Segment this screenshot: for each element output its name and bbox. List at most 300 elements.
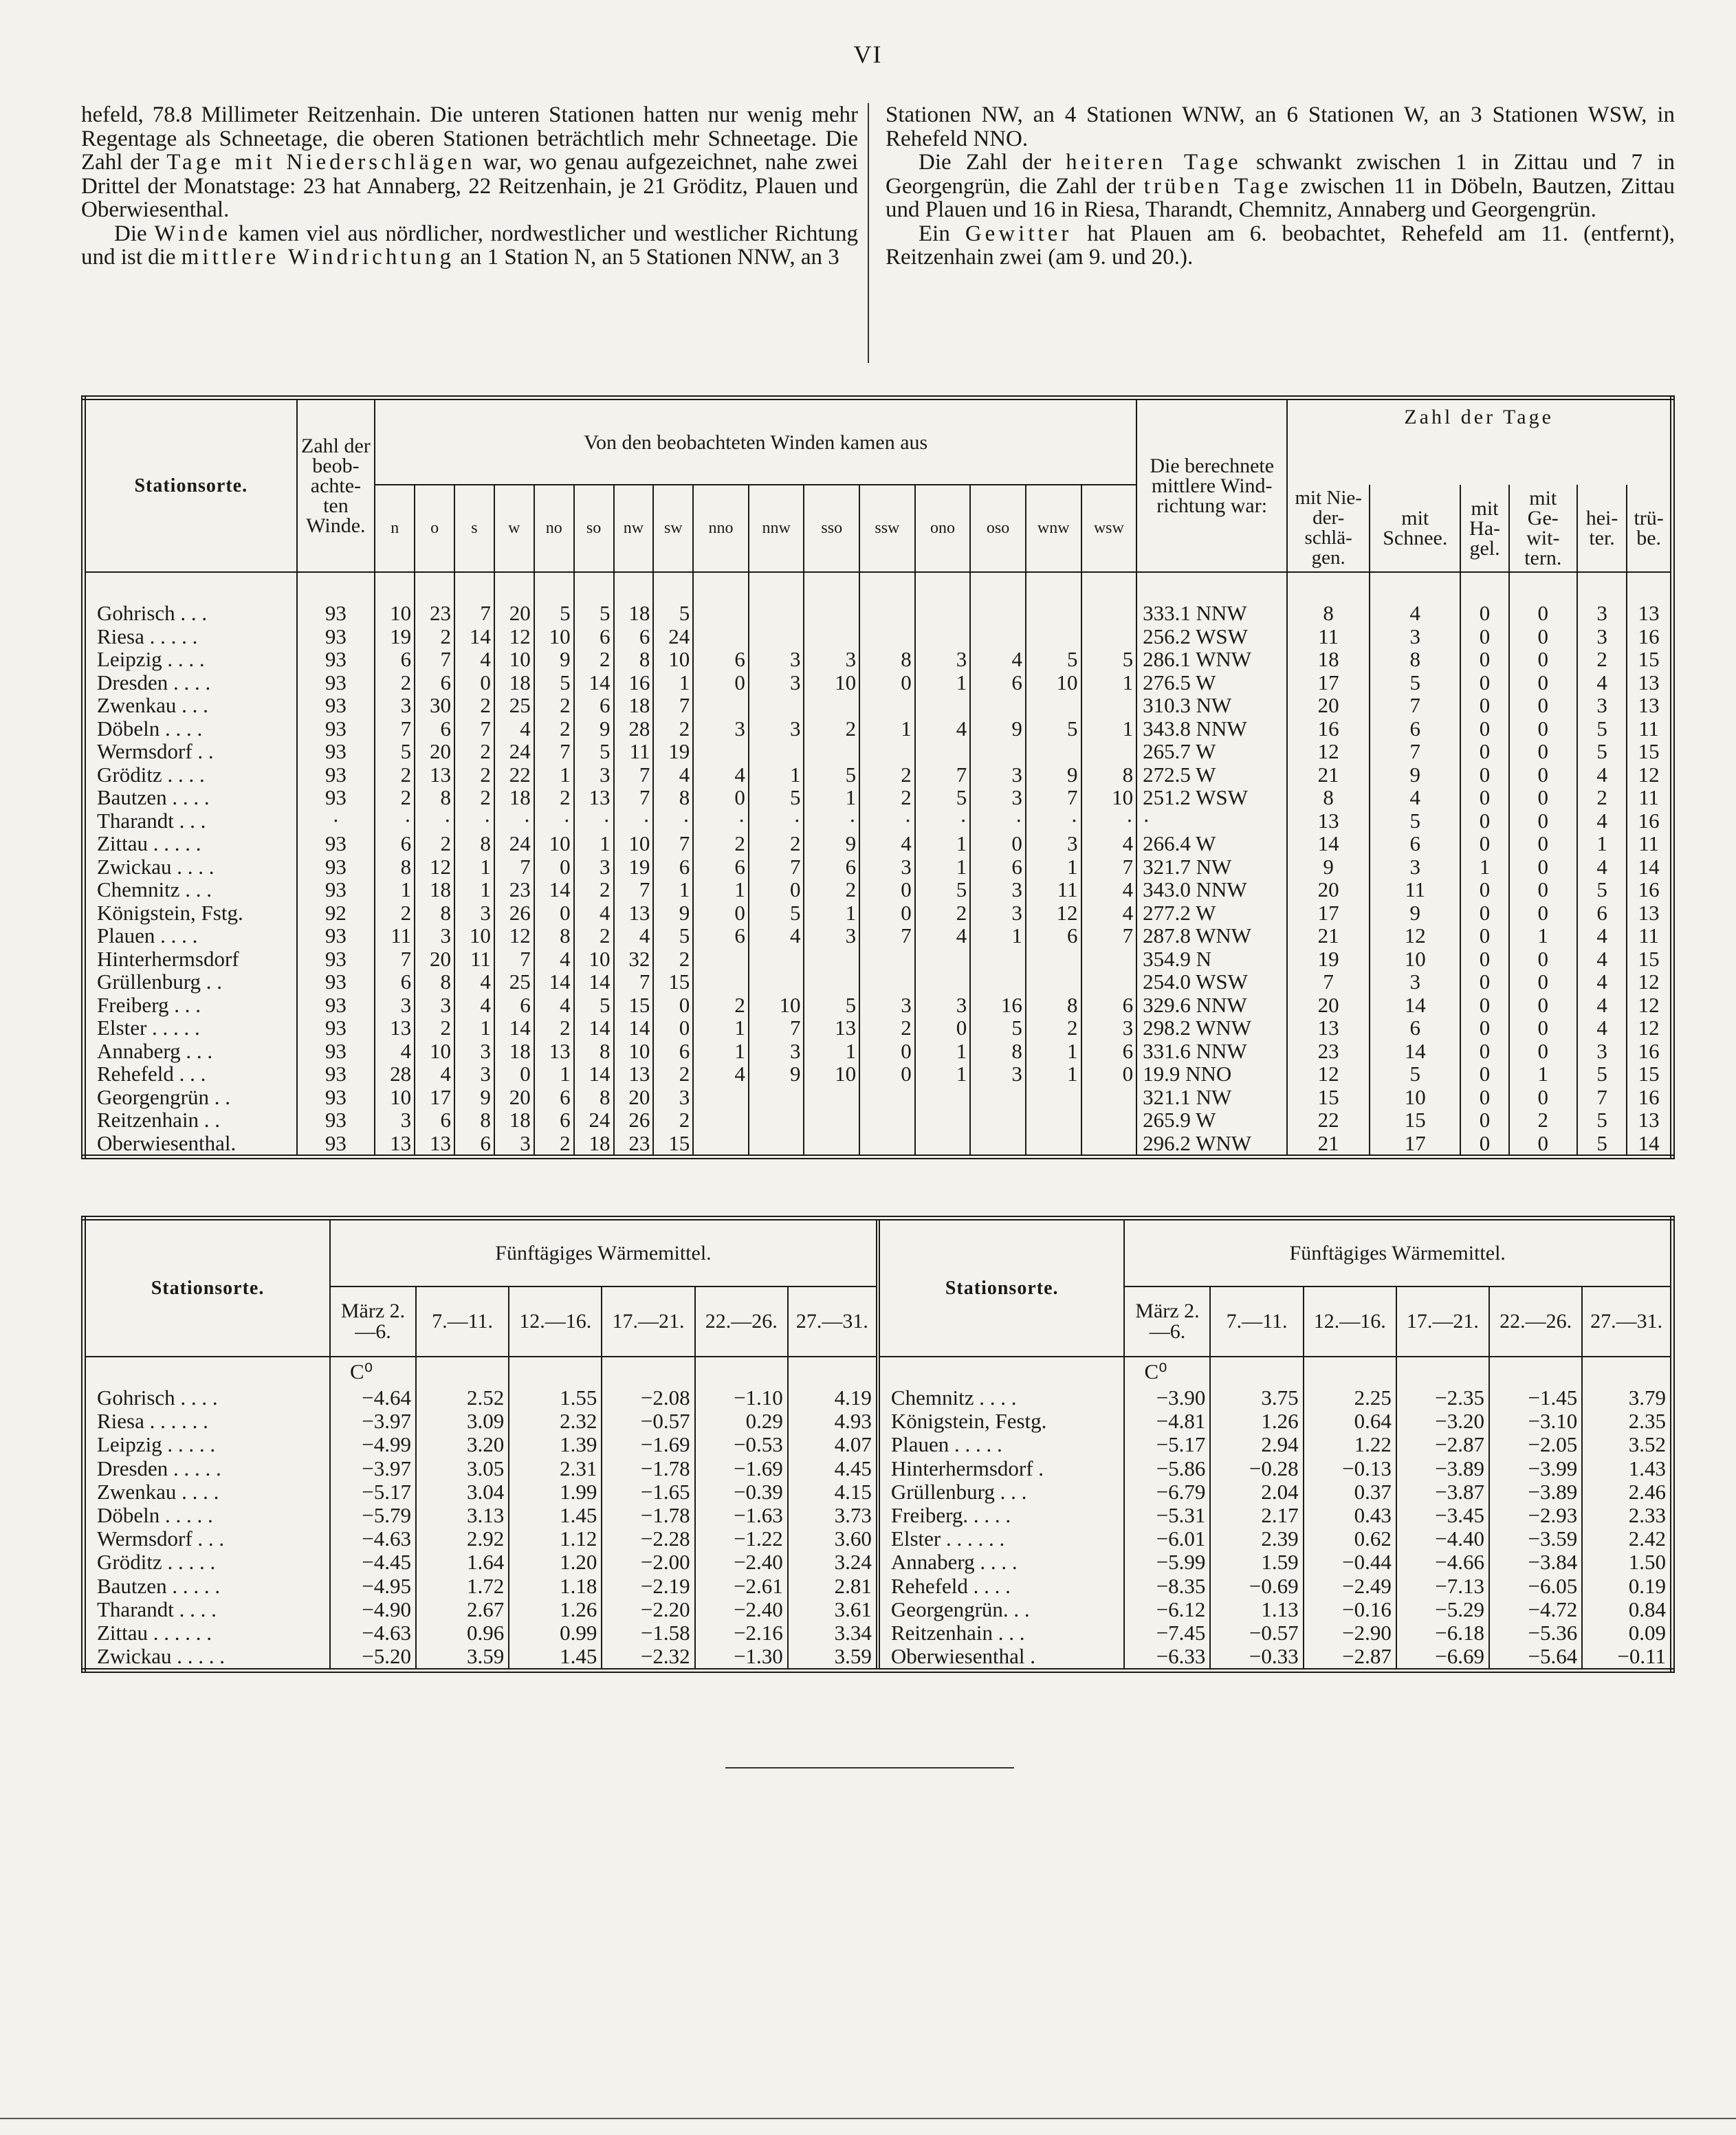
day-count: 7 <box>1370 740 1460 763</box>
day-count: 0 <box>1509 948 1577 971</box>
direction-count <box>970 1132 1026 1157</box>
temperature-value: −0.57 <box>1210 1621 1303 1645</box>
wind-count: · <box>297 809 375 833</box>
temperature-value: −6.18 <box>1396 1621 1489 1645</box>
spacer-cell <box>1627 572 1672 602</box>
mean-wind-direction: 286.1 WNW <box>1136 648 1287 671</box>
direction-count: 6 <box>614 625 654 648</box>
direction-count <box>915 740 971 763</box>
days-col-header: mit Ha-gel. <box>1460 485 1508 572</box>
station-name: Plauen . . . . <box>97 923 198 948</box>
temperature-value: 1.22 <box>1304 1433 1396 1456</box>
direction-count: 0 <box>693 901 749 925</box>
direction-count: 1 <box>915 832 971 855</box>
direction-count <box>693 740 749 763</box>
period-header: 7.—11. <box>416 1287 509 1357</box>
day-count: 20 <box>1287 878 1370 901</box>
direction-count: 20 <box>494 602 534 625</box>
direction-count <box>1026 1086 1081 1109</box>
direction-count: 1 <box>574 832 614 855</box>
direction-count: 12 <box>415 855 454 879</box>
direction-count: 3 <box>415 994 454 1017</box>
temperature-value: −2.61 <box>695 1575 788 1598</box>
temperature-value: −2.28 <box>602 1527 694 1551</box>
direction-count: 5 <box>1026 648 1081 671</box>
direction-count: 1 <box>693 878 749 901</box>
direction-count: 6 <box>454 1132 494 1157</box>
direction-count: 14 <box>454 625 494 648</box>
direction-count: 7 <box>375 948 415 971</box>
direction-count: 2 <box>534 694 574 717</box>
wind-count: 93 <box>297 602 375 625</box>
direction-count: 2 <box>454 786 494 809</box>
direction-count <box>915 1108 971 1132</box>
spacer-cell <box>534 572 574 602</box>
temperature-value: 1.64 <box>416 1551 509 1574</box>
direction-count: 7 <box>859 924 915 948</box>
direction-count <box>749 740 804 763</box>
day-count: 0 <box>1460 717 1508 741</box>
direction-count: 3 <box>970 878 1026 901</box>
direction-count <box>1081 1086 1137 1109</box>
wind-count: 93 <box>297 1132 375 1157</box>
emphasis: heiteren Tage <box>1066 150 1242 175</box>
direction-count: 7 <box>915 763 971 787</box>
temperature-value: −4.95 <box>330 1575 416 1598</box>
table-row <box>84 786 1673 809</box>
direction-count: · <box>693 809 749 833</box>
direction-count: · <box>1081 809 1137 833</box>
day-count: 15 <box>1627 948 1672 971</box>
direction-count: 3 <box>375 1108 415 1132</box>
direction-count <box>1081 625 1137 648</box>
direction-count: 1 <box>454 878 494 901</box>
day-count: 13 <box>1287 1016 1370 1040</box>
direction-count: 9 <box>454 1086 494 1109</box>
day-count: 2 <box>1577 786 1627 809</box>
temperature-value: −3.84 <box>1489 1551 1582 1574</box>
direction-count: 1 <box>1026 1062 1081 1086</box>
temperature-value: −3.20 <box>1396 1410 1489 1433</box>
direction-count: 13 <box>375 1016 415 1040</box>
direction-count <box>859 625 915 648</box>
temperature-value: 4.45 <box>788 1457 878 1480</box>
day-count: 0 <box>1460 763 1508 787</box>
direction-count: · <box>375 809 415 833</box>
station-name: Dresden . . . . . <box>97 1456 221 1480</box>
temperature-value: −1.58 <box>602 1621 694 1645</box>
period-header: 22.—26. <box>1489 1287 1582 1357</box>
temperature-value: −3.89 <box>1489 1480 1582 1504</box>
spacer-cell <box>788 1357 878 1386</box>
day-count: 13 <box>1627 694 1672 717</box>
temperature-value: 1.55 <box>509 1386 602 1410</box>
direction-header: wnw <box>1026 485 1081 572</box>
direction-count <box>804 694 859 717</box>
temperature-value: −2.93 <box>1489 1504 1582 1527</box>
direction-count: 0 <box>970 832 1026 855</box>
direction-count: 5 <box>375 740 415 763</box>
direction-count: 0 <box>653 1016 693 1040</box>
direction-count: 4 <box>614 924 654 948</box>
direction-count: 5 <box>749 786 804 809</box>
direction-count: 3 <box>859 994 915 1017</box>
temperature-value: 1.43 <box>1582 1457 1672 1480</box>
temperature-value: −6.01 <box>1124 1527 1210 1551</box>
day-count: 0 <box>1509 994 1577 1017</box>
station-name: Oberwiesenthal. <box>97 1130 237 1155</box>
day-count: 4 <box>1577 671 1627 694</box>
day-count: 15 <box>1287 1086 1370 1109</box>
direction-count: 26 <box>494 901 534 925</box>
temperature-value: −2.40 <box>695 1551 788 1574</box>
direction-count: · <box>534 809 574 833</box>
direction-count: 5 <box>534 602 574 625</box>
mean-wind-direction: 287.8 WNW <box>1136 924 1287 948</box>
direction-count <box>693 970 749 994</box>
direction-count: 32 <box>614 948 654 971</box>
direction-count: 1 <box>375 878 415 901</box>
temperature-group-header: Fünftägiges Wärmemittel. <box>1124 1218 1672 1287</box>
temperature-value: 0.19 <box>1582 1575 1672 1598</box>
direction-count: 6 <box>1081 994 1137 1017</box>
direction-count: 15 <box>653 1132 693 1157</box>
temperature-value: 2.81 <box>788 1575 878 1598</box>
direction-count: 8 <box>454 832 494 855</box>
temperature-value: 0.62 <box>1304 1527 1396 1551</box>
table-row <box>84 1645 1673 1671</box>
day-count: 4 <box>1577 970 1627 994</box>
direction-count: 8 <box>859 648 915 671</box>
period-header: 12.—16. <box>509 1287 602 1357</box>
direction-count: 1 <box>1026 1040 1081 1063</box>
period-header: März 2.—6. <box>1124 1287 1210 1357</box>
station-name: Annaberg . . . <box>97 1038 213 1063</box>
direction-count: 0 <box>859 878 915 901</box>
direction-count: 28 <box>375 1062 415 1086</box>
temperature-value: 1.13 <box>1210 1598 1303 1621</box>
day-count: 0 <box>1509 671 1577 694</box>
direction-count: 10 <box>614 1040 654 1063</box>
table-row <box>84 671 1673 694</box>
table-row <box>84 855 1673 879</box>
direction-count: 6 <box>1081 1040 1137 1063</box>
direction-count <box>749 602 804 625</box>
direction-count: 1 <box>804 1040 859 1063</box>
mean-wind-direction: 265.9 W <box>1136 1108 1287 1132</box>
direction-count: 11 <box>375 924 415 948</box>
wind-count: 93 <box>297 694 375 717</box>
direction-count: 5 <box>574 740 614 763</box>
direction-count: 9 <box>653 901 693 925</box>
emphasis: Tage mit Niederschlägen <box>166 150 476 175</box>
direction-count: 10 <box>1026 671 1081 694</box>
direction-count: 2 <box>415 625 454 648</box>
wind-count: 93 <box>297 625 375 648</box>
wind-count: 93 <box>297 1062 375 1086</box>
day-count: 0 <box>1460 625 1508 648</box>
spacer-cell <box>804 572 859 602</box>
station-name: Bautzen . . . . <box>97 785 210 809</box>
spacer-cell <box>1026 572 1081 602</box>
day-count: 2 <box>1509 1108 1577 1132</box>
direction-count: 2 <box>1026 1016 1081 1040</box>
temperature-value: 3.34 <box>788 1621 878 1645</box>
direction-count: · <box>749 809 804 833</box>
spacer-cell <box>84 1357 331 1386</box>
temperature-value: 2.31 <box>509 1457 602 1480</box>
direction-count <box>970 970 1026 994</box>
wind-count: 93 <box>297 717 375 741</box>
temperature-value: −2.20 <box>602 1598 694 1621</box>
direction-count <box>970 602 1026 625</box>
direction-count <box>749 1108 804 1132</box>
direction-count: 3 <box>970 786 1026 809</box>
direction-count <box>970 740 1026 763</box>
direction-header: no <box>534 485 574 572</box>
day-count: 5 <box>1370 809 1460 833</box>
direction-count: · <box>454 809 494 833</box>
station-name: Zittau . . . . . . <box>97 1621 212 1645</box>
direction-count: 5 <box>970 1016 1026 1040</box>
direction-count: · <box>859 809 915 833</box>
spacer-cell <box>1304 1357 1396 1386</box>
direction-count: 16 <box>970 994 1026 1017</box>
day-count: 11 <box>1627 924 1672 948</box>
temperature-value: −1.63 <box>695 1504 788 1527</box>
table-row <box>84 1386 1673 1410</box>
temperature-value: 2.42 <box>1582 1527 1672 1551</box>
temperature-value: −2.90 <box>1304 1621 1396 1645</box>
day-count: 12 <box>1370 924 1460 948</box>
direction-count: 4 <box>970 648 1026 671</box>
temperature-value: −1.69 <box>695 1457 788 1480</box>
days-col-header: mit Schnee. <box>1370 485 1460 572</box>
direction-count: 6 <box>693 855 749 879</box>
direction-count: 14 <box>574 671 614 694</box>
direction-count: 1 <box>749 763 804 787</box>
direction-count: 0 <box>653 994 693 1017</box>
day-count: 0 <box>1460 694 1508 717</box>
mean-wind-direction: 266.4 W <box>1136 832 1287 855</box>
direction-count <box>1081 694 1137 717</box>
temperature-value: −7.45 <box>1124 1621 1210 1645</box>
temperature-value: −5.17 <box>330 1480 416 1504</box>
temperature-value: −5.36 <box>1489 1621 1582 1645</box>
table-row <box>84 1527 1673 1551</box>
direction-count: · <box>494 809 534 833</box>
unit-label: C⁰ <box>1124 1357 1210 1386</box>
day-count: 13 <box>1627 901 1672 925</box>
direction-count: 4 <box>375 1040 415 1063</box>
wind-count: 93 <box>297 1108 375 1132</box>
direction-count <box>859 970 915 994</box>
day-count: 8 <box>1370 648 1460 671</box>
mean-wind-direction: 256.2 WSW <box>1136 625 1287 648</box>
temperature-value: −4.63 <box>330 1621 416 1645</box>
day-count: 11 <box>1627 786 1672 809</box>
direction-count <box>859 1086 915 1109</box>
temperature-value: −0.44 <box>1304 1551 1396 1574</box>
table-row <box>84 1132 1673 1157</box>
temperature-value: −5.99 <box>1124 1551 1210 1574</box>
direction-count: 6 <box>534 1108 574 1132</box>
direction-count: 2 <box>454 763 494 787</box>
unit-row <box>84 1357 1673 1386</box>
direction-count <box>749 948 804 971</box>
table-row <box>84 1457 1673 1480</box>
day-count: 15 <box>1370 1108 1460 1132</box>
direction-count: 2 <box>454 740 494 763</box>
wind-count: 93 <box>297 832 375 855</box>
direction-count: 15 <box>614 994 654 1017</box>
table-row <box>84 832 1673 855</box>
direction-count: 0 <box>494 1062 534 1086</box>
direction-header: so <box>574 485 614 572</box>
day-count: 0 <box>1460 1016 1508 1040</box>
station-name: Grüllenburg . . . <box>878 1480 1125 1504</box>
spacer-cell <box>614 572 654 602</box>
temperature-value: −5.86 <box>1124 1457 1210 1480</box>
direction-count: 2 <box>693 994 749 1017</box>
day-count: 4 <box>1577 924 1627 948</box>
station-name: Hinterhermsdorf . <box>878 1457 1125 1480</box>
period-header: 7.—11. <box>1210 1287 1303 1357</box>
unit-label: C⁰ <box>330 1357 416 1386</box>
station-name: Annaberg . . . . <box>878 1551 1125 1574</box>
wind-count: 93 <box>297 671 375 694</box>
paragraph: Stationen NW, an 4 Stationen WNW, an 6 Stationen W, an 3 Stationen WSW, in Rehefeld NNO. <box>886 102 1675 151</box>
spacer-cell <box>574 572 614 602</box>
direction-count <box>804 740 859 763</box>
emphasis: Gewitter <box>965 221 1073 246</box>
station-name: Zwickau . . . . <box>97 854 215 879</box>
wind-count: 93 <box>297 648 375 671</box>
day-count: 6 <box>1370 717 1460 741</box>
period-header: 17.—21. <box>602 1287 694 1357</box>
paragraph: Die Zahl der heiteren Tage schwankt zwischen 1 in Zittau und 7 in Georgengrün, die Zahl der trüben Tage zwischen 11 in Döbeln, Bautzen, Zittau und Plauen und 16 in Riesa, Tharandt, Chemnitz, Annaberg und Georgengrün. <box>886 150 1675 222</box>
direction-count: 2 <box>375 786 415 809</box>
direction-count: 5 <box>574 994 614 1017</box>
spacer-row <box>84 572 1673 602</box>
temperature-value: −2.87 <box>1304 1645 1396 1671</box>
direction-count: 0 <box>454 671 494 694</box>
temperature-value: 3.60 <box>788 1527 878 1551</box>
day-count: 3 <box>1577 602 1627 625</box>
direction-count: 7 <box>614 763 654 787</box>
direction-count: 14 <box>574 1062 614 1086</box>
station-name: Zittau . . . . . <box>97 831 201 855</box>
direction-count <box>804 970 859 994</box>
temperature-value: −1.78 <box>602 1457 694 1480</box>
temperature-value: −0.11 <box>1582 1645 1672 1671</box>
direction-count: 3 <box>574 763 614 787</box>
direction-count: 2 <box>415 1016 454 1040</box>
mean-direction-header: Die berechnete mittlere Wind-richtung war: <box>1136 398 1287 573</box>
direction-count: 10 <box>534 832 574 855</box>
direction-count: 7 <box>614 878 654 901</box>
direction-count: 4 <box>454 648 494 671</box>
spacer-cell <box>297 572 375 602</box>
table-row <box>84 625 1673 648</box>
text-column-right <box>886 103 1675 270</box>
direction-count: 13 <box>415 1132 454 1157</box>
direction-count: 6 <box>375 970 415 994</box>
direction-count: 3 <box>749 648 804 671</box>
direction-count: 14 <box>574 970 614 994</box>
direction-count: 13 <box>375 1132 415 1157</box>
direction-count: 7 <box>614 970 654 994</box>
day-count: 4 <box>1577 763 1627 787</box>
direction-header: sso <box>804 485 859 572</box>
direction-count: 6 <box>653 855 693 879</box>
temperature-value: −4.45 <box>330 1551 416 1574</box>
table-row <box>84 1410 1673 1433</box>
direction-count: 2 <box>859 763 915 787</box>
direction-count: 4 <box>693 763 749 787</box>
spacer-cell <box>1582 1357 1672 1386</box>
direction-count: 11 <box>614 740 654 763</box>
day-count: 0 <box>1460 740 1508 763</box>
direction-count: 1 <box>915 671 971 694</box>
direction-count <box>1081 1108 1137 1132</box>
direction-count: 6 <box>970 855 1026 879</box>
spacer-cell <box>1210 1357 1303 1386</box>
days-col-header: mit Nie-der-schlä-gen. <box>1287 485 1370 572</box>
direction-count: 6 <box>375 648 415 671</box>
direction-count: 1 <box>1081 717 1137 741</box>
direction-count <box>804 625 859 648</box>
day-count: 18 <box>1287 648 1370 671</box>
temperature-value: −4.64 <box>330 1386 416 1410</box>
days-col-header: mit Ge-wit-tern. <box>1509 485 1577 572</box>
direction-count: 12 <box>494 924 534 948</box>
temperature-value: 2.25 <box>1304 1386 1396 1410</box>
temperature-value: 2.17 <box>1210 1504 1303 1527</box>
station-name: Leipzig . . . . . <box>97 1432 216 1457</box>
temperature-value: 1.99 <box>509 1480 602 1504</box>
period-header: 27.—31. <box>788 1287 878 1357</box>
temperature-value: 3.52 <box>1582 1433 1672 1456</box>
station-name: Wermsdorf . . . <box>97 1526 225 1551</box>
paragraph: Die Winde kamen viel aus nördlicher, nordwestlicher und westlicher Richtung und ist die mittlere Windrichtung an 1 Station N, an 5 Stationen NNW, an 3 <box>81 221 858 270</box>
direction-count: 1 <box>804 901 859 925</box>
temperature-value: −2.40 <box>695 1598 788 1621</box>
day-count: 6 <box>1577 901 1627 925</box>
wind-count: 93 <box>297 1016 375 1040</box>
day-count: 0 <box>1509 901 1577 925</box>
direction-count: 1 <box>915 1040 971 1063</box>
direction-count: 9 <box>804 832 859 855</box>
day-count: 15 <box>1627 648 1672 671</box>
temperature-value: 3.61 <box>788 1598 878 1621</box>
direction-count: 20 <box>415 948 454 971</box>
direction-count <box>970 948 1026 971</box>
day-count: 0 <box>1460 901 1508 925</box>
page-bottom-rule <box>0 2118 1736 2119</box>
wind-count: 93 <box>297 786 375 809</box>
direction-count: 16 <box>614 671 654 694</box>
temperature-value: −5.20 <box>330 1645 416 1671</box>
mean-wind-direction: · <box>1136 809 1287 833</box>
temperature-value: −1.45 <box>1489 1386 1582 1410</box>
station-name: Tharandt . . . . <box>97 1597 217 1621</box>
day-count: 0 <box>1460 602 1508 625</box>
mean-wind-direction: 310.3 NW <box>1136 694 1287 717</box>
table-row <box>84 994 1673 1017</box>
direction-count: 1 <box>915 1062 971 1086</box>
direction-count <box>915 625 971 648</box>
